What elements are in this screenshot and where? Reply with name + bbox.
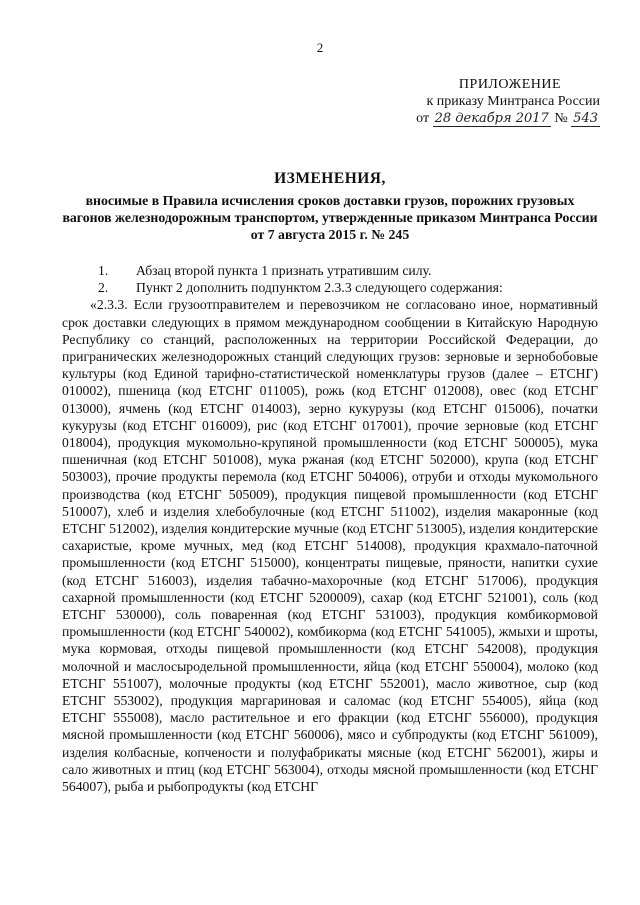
quoted-paragraph: «2.3.3. Если грузоотправителем и перевозчиком не согласовано иное, нормативный срок доставки следующих в прямом международном сообщении в Китайскую Народную Республику со станций, расположенных на территории Российской Федерации, до пригранических железнодорожных станций следующих грузов: зерновые и зернобобовые культуры (код Единой тарифно-статистической номенклатуры грузов (далее – ЕТСНГ) 010002), пшеница (код ЕТСНГ 011005), рожь (код ЕТСНГ 012008), овес (код ЕТСНГ 013000), ячмень (код ЕТСНГ 014003), зерно кукурузы (код ЕТСНГ 015006), початки кукурузы (код ЕТСНГ 016009), рис (код ЕТСНГ 017001), прочие зерновые (код ЕТСНГ 018004), продукция мукомольно-крупяной промышленности (код ЕТСНГ 500005), мука пшеничная (код ЕТСНГ 501008), мука ржаная (код ЕТСНГ 502000), крупа (код ЕТСНГ 503003), прочие продукты перемола (код ЕТСНГ 504006), отруби и отходы мукомольного производства (код ЕТСНГ 505009), продукция пищевой промышленности (код ЕТСНГ 510007), хлеб и изделия хлебобулочные (код ЕТСНГ 511002), изделия макаронные (код ЕТСНГ 512002), изделия кондитерские мучные (код ЕТСНГ 513005), изделия кондитерские сахаристые, кроме мучных, мед (код ЕТСНГ 514008), продукция крахмало-паточной промышленности (код ЕТСНГ 515000), концентраты пищевые, пряности, напитки сухие (код ЕТСНГ 516003), изделия табачно-махорочные (код ЕТСНГ 517006), продукция сахарной промышленности (код ЕТСНГ 5200009), сахар (код ЕТСНГ 521001), соль (код ЕТСНГ 530000), соль поваренная (код ЕТСНГ 531003), продукция комбикормовой промышленности (код ЕТСНГ 540002), комбикорма (код ЕТСНГ 541005), жмыхи и шроты, мука кормовая, отходы пищевой промышленности (код ЕТСНГ 542008), продукция молочной и маслосыродельной промышленности, яйца (код ЕТСНГ 550004), молоко (код ЕТСНГ 551007), молочные продукты (код ЕТСНГ 552001), масло животное, сыр (код ЕТСНГ 553002), продукция маргариновая и саломас (код ЕТСНГ 554005), яйца (код ЕТСНГ 555008), масло растительное и его фракции (код ЕТСНГ 556000), продукция мясной промышленности (код ЕТСНГ 560006), мясо и субпродукты (код ЕТСНГ 561009), изделия колбасные, копчености и полуфабрикаты мясные (код ЕТСНГ 562001), жиры и сало животных и птиц (код ЕТСНГ 563004), отходы мясной промышленности (код ЕТСНГ 564007), рыба и рыбопродукты (код ЕТСНГ — [62, 297, 598, 795]
handwritten-date: 28 декабря 2017 — [434, 111, 549, 126]
appendix-block — [380, 76, 600, 127]
from-label: от — [416, 111, 430, 126]
page-number: 2 — [316, 40, 324, 55]
heading-subtitle: вносимые в Правила исчисления сроков доставки грузов, порожних грузовых вагонов железнодорожным транспортом, утвержденные приказом Минтранса России от 7 августа 2015 г. № 245 — [62, 193, 598, 242]
appendix-order-line — [380, 110, 600, 127]
handwritten-number: 543 — [573, 111, 598, 126]
list-item — [62, 262, 598, 279]
item-number: 1. — [98, 263, 109, 278]
item-text: Абзац второй пункта 1 признать утратившим силу. — [136, 263, 432, 278]
appendix-title: ПРИЛОЖЕНИЕ — [458, 77, 562, 92]
item-number: 2. — [98, 280, 109, 296]
document-body — [62, 262, 598, 795]
list-item — [62, 279, 598, 296]
document-heading — [60, 170, 600, 243]
item-text: Пункт 2 дополнить подпунктом 2.3.3 следующего содержания: — [136, 280, 503, 296]
appendix-order-ref: к приказу Минтранса России — [426, 94, 600, 109]
number-label: № — [554, 111, 568, 126]
heading-title: ИЗМЕНЕНИЯ, — [274, 170, 386, 187]
